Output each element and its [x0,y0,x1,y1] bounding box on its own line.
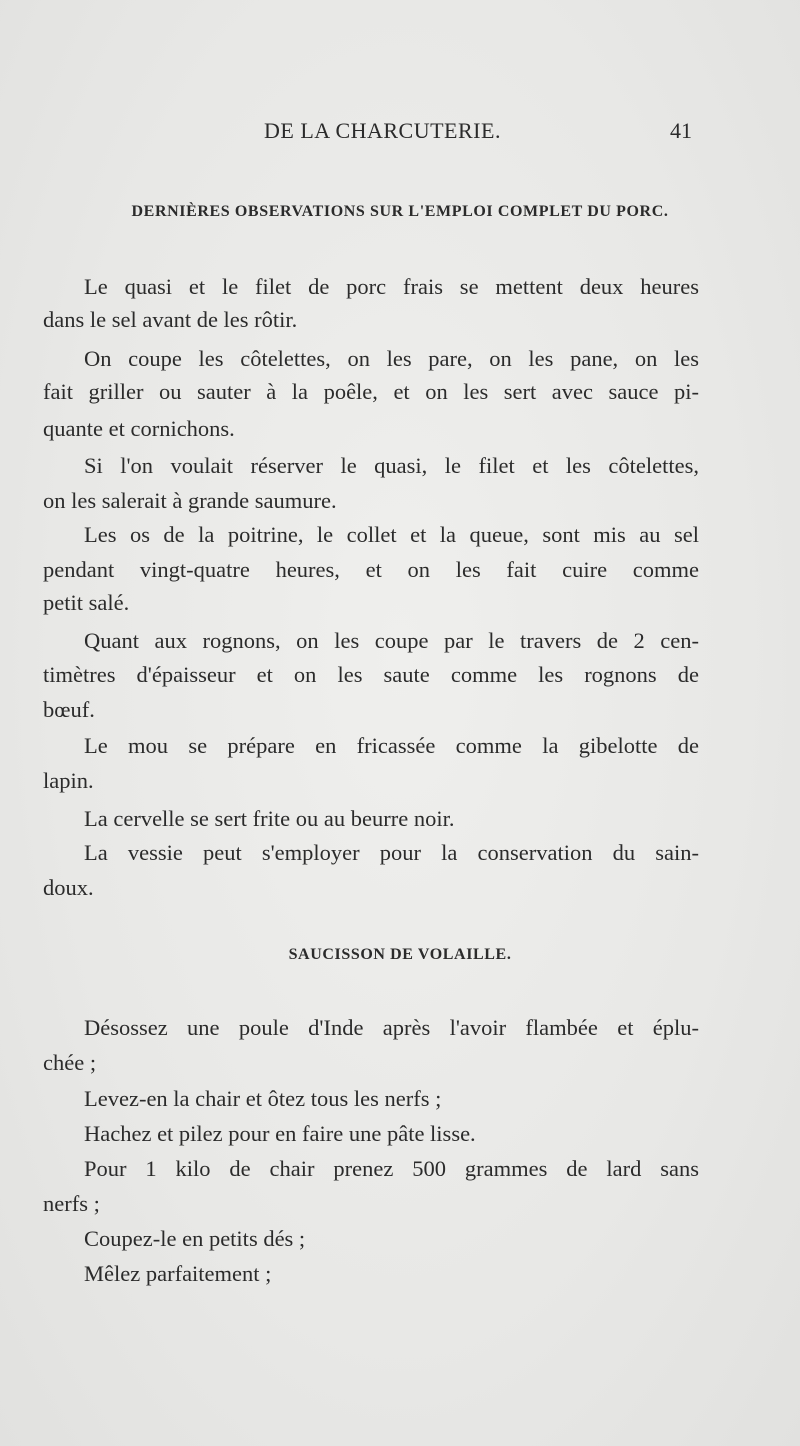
text-line: Désossez une poule d'Inde après l'avoir flambée et éplu- [84,1015,699,1040]
text-line: lapin. [43,768,94,793]
text-line: La vessie peut s'employer pour la conservation du sain- [84,840,699,865]
text-line: doux. [43,875,94,900]
text-line: quante et cornichons. [43,416,235,441]
text-line: On coupe les côtelettes, on les pare, on les pane, on les [84,346,699,371]
text-line: Levez-en la chair et ôtez tous les nerfs ; [84,1086,442,1111]
running-head [0,118,800,148]
text-line: Quant aux rognons, on les coupe par le travers de 2 cen- [84,628,699,653]
text-line: Les os de la poitrine, le collet et la queue, sont mis au sel [84,522,699,547]
page-number: 41 [670,118,692,143]
text-line: nerfs ; [43,1191,100,1216]
text-line: timètres d'épaisseur et on les saute comme les rognons de [43,662,699,687]
section-heading: SAUCISSON DE VOLAILLE. [288,946,512,963]
text-line: Si l'on voulait réserver le quasi, le filet et les côtelettes, [84,453,699,478]
text-line: fait griller ou sauter à la poêle, et on les sert avec sauce pi- [43,379,699,404]
text-line: pendant vingt-quatre heures, et on les fait cuire comme [43,557,699,582]
text-line: Hachez et pilez pour en faire une pâte lisse. [84,1121,476,1146]
text-line: Mêlez parfaitement ; [84,1261,272,1286]
text-line: petit salé. [43,590,130,615]
text-line: on les salerait à grande saumure. [43,488,337,513]
text-line: Coupez-le en petits dés ; [84,1226,306,1251]
text-line: bœuf. [43,697,95,722]
text-line: Le quasi et le filet de porc frais se mettent deux heures [84,274,699,299]
text-line: chée ; [43,1050,97,1075]
running-title: DE LA CHARCUTERIE. [264,118,501,143]
text-line: Pour 1 kilo de chair prenez 500 grammes de lard sans [84,1156,699,1181]
text-line: dans le sel avant de les rôtir. [43,307,298,332]
text-line: La cervelle se sert frite ou au beurre noir. [84,806,455,831]
section-heading: DERNIÈRES OBSERVATIONS SUR L'EMPLOI COMPLET DU PORC. [131,203,669,220]
text-line: Le mou se prépare en fricassée comme la gibelotte de [84,733,699,758]
